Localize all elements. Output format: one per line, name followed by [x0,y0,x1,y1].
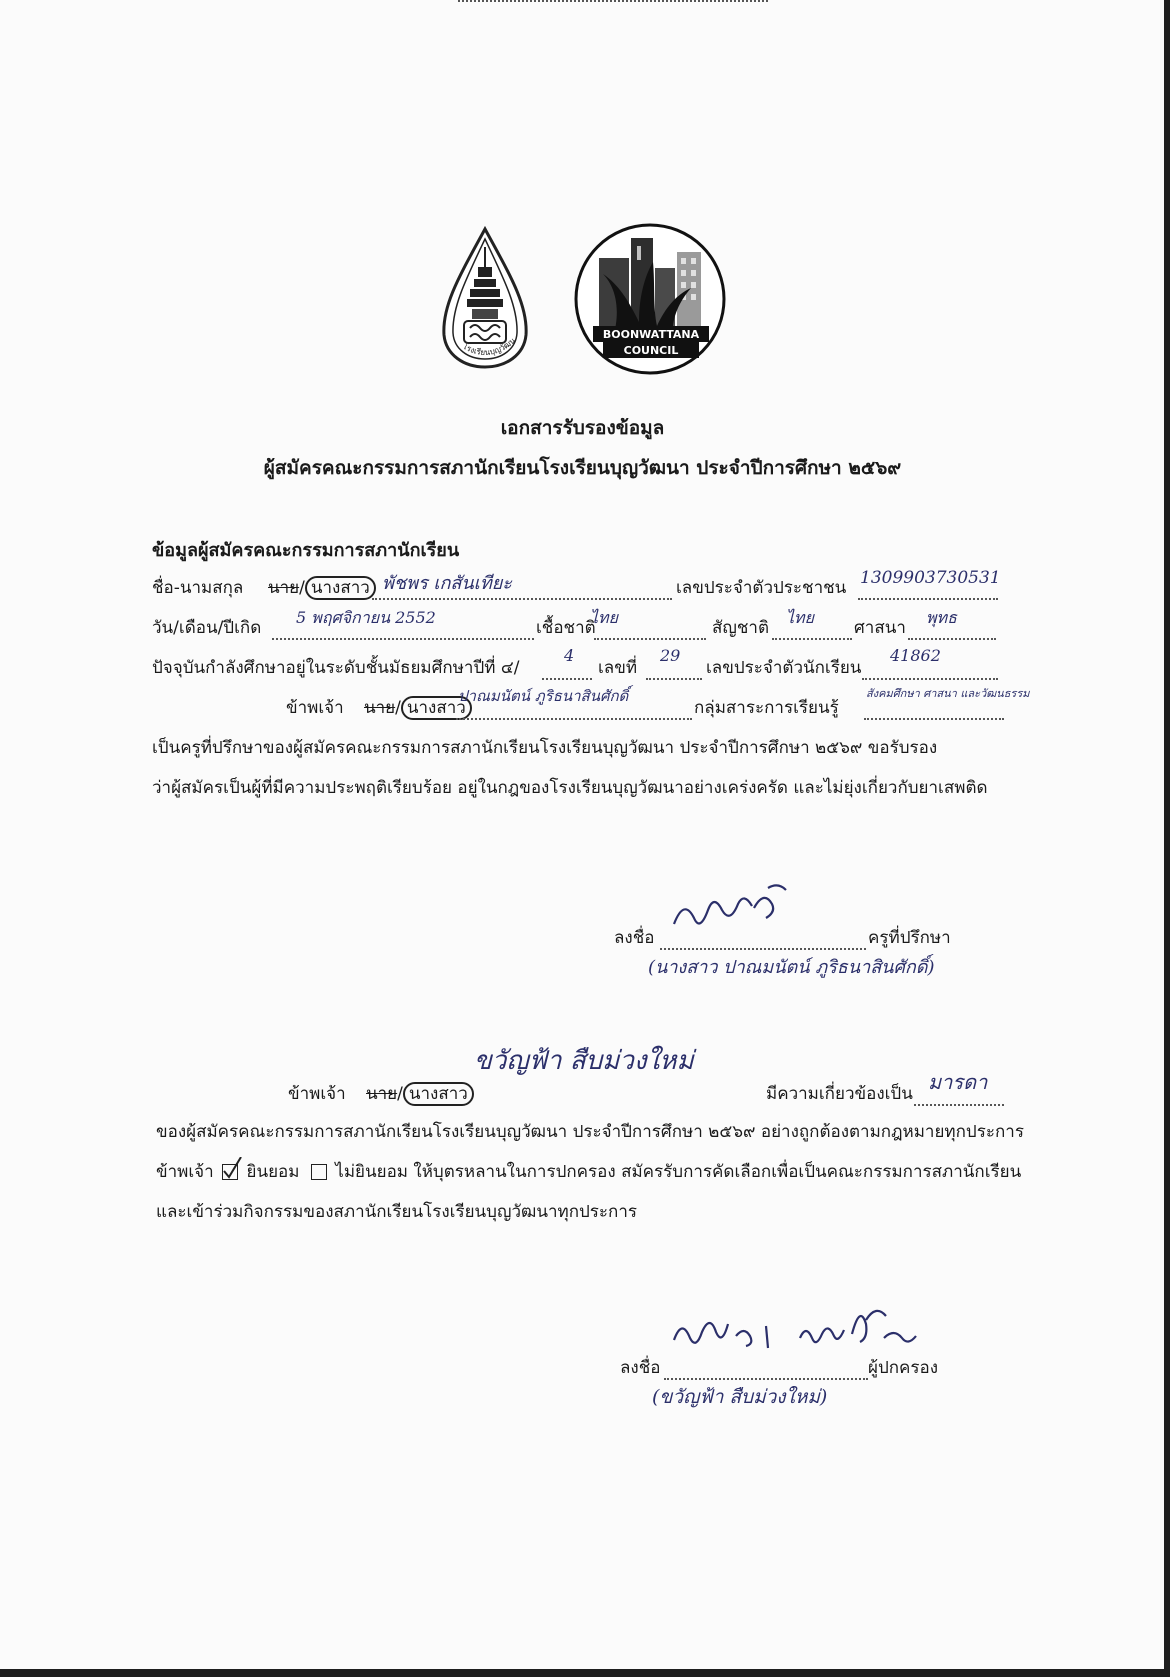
certification-line-2: ว่าผู้สมัครเป็นผู้ที่มีความประพฤติเรียบร้อย อยู่ในกฎของโรงเรียนบุญวัฒนาอย่างเคร่งครัด และไม่ยุ่งเกี่ยวกับยาเสพติด [152,778,988,798]
scan-edge-right [1164,0,1170,1677]
consent-no-label: ไม่ยินยอม [335,1162,409,1182]
teacher-title-miss: นางสาว [401,696,472,720]
guardian-role-label: ผู้ปกครอง [868,1358,939,1378]
student-id-label: เลขประจำตัวนักเรียน [706,658,862,678]
consent-yes-checkbox[interactable] [222,1164,238,1180]
title-mr-text: นาย [268,578,300,598]
school-logo [440,225,530,370]
name-value: พัชพร เกสันเทียะ [382,573,512,594]
ethnicity-label: เชื้อชาติ [536,618,596,638]
guardian-title-mr: นาย [366,1084,398,1104]
guardian-sign-label: ลงชื่อ [620,1358,661,1378]
guardian-title-option [366,1080,474,1107]
name-label: ชื่อ-นามสกุล [152,578,244,598]
teacher-dotted-line [456,718,692,720]
section-heading: ข้อมูลผู้สมัครคณะกรรมการสภานักเรียน [152,540,460,561]
svg-text:BOONWATTANA: BOONWATTANA [602,328,700,341]
teacher-name-value: ปาณมนัตน์ ภูริธนาสินศักดิ์ [458,687,629,705]
svg-text:COUNCIL: COUNCIL [623,344,679,357]
consent-yes-label: ยินยอม [246,1162,300,1182]
student-id-value: 41862 [890,646,941,665]
teacher-title-option [364,694,472,721]
title-mr-option [268,574,376,601]
guardian-line-3: และเข้าร่วมกิจกรรมของสภานักเรียนโรงเรียนบุญวัฒนาทุกประการ [156,1202,638,1222]
guardian-title-separator: / [397,1084,403,1104]
nationality-label: สัญชาติ [712,618,769,638]
relation-value: มารดา [928,1070,988,1094]
number-dotted-line [646,678,702,680]
id-label: เลขประจำตัวประชาชน [676,578,847,598]
religion-dotted-line [908,638,996,640]
document-subtitle: ผู้สมัครคณะกรรมการสภานักเรียนโรงเรียนบุญวัฒนา ประจำปีการศึกษา ๒๕๖๙ [263,457,902,479]
name-dotted-line [372,598,672,600]
consent-prefix: ข้าพเจ้า [156,1162,214,1182]
dept-value: สังคมศึกษา ศาสนา และวัฒนธรรม [866,687,1030,700]
religion-label: ศาสนา [854,618,906,638]
teacher-role-label: ครูที่ปรึกษา [868,928,951,948]
consent-no-checkbox[interactable] [311,1164,327,1180]
nationality-dotted-line [772,638,852,640]
guardian-prefix: ข้าพเจ้า [288,1084,346,1104]
teacher-printed-name: (นางสาว ปาณมนัตน์ ภูริธนาสินศักดิ์) [648,957,935,978]
teacher-sign-label: ลงชื่อ [614,928,655,948]
teacher-title-mr: นาย [364,698,396,718]
dept-dotted-line [864,718,1004,720]
nationality-value: ไทย [786,608,814,627]
dob-value: 5 พฤศจิกายน 2552 [296,608,436,627]
id-value: 1309903730531 [860,568,1001,588]
guardian-dotted-line [458,0,768,2]
teacher-prefix: ข้าพเจ้า [286,698,344,718]
certification-line-1: เป็นครูที่ปรึกษาของผู้สมัครคณะกรรมการสภานักเรียนโรงเรียนบุญวัฒนา ประจำปีการศึกษา ๒๕๖๙ ขอรับรอง [152,738,938,758]
class-dotted-line [542,678,592,680]
guardian-name-value: ขวัญฟ้า สืบม่วงใหม่ [474,1046,694,1076]
title-separator: / [299,578,305,598]
ethnicity-value: ไทย [590,608,618,627]
relation-dotted-line [914,1104,1004,1106]
consent-line [156,1158,1021,1185]
guardian-line-1: ของผู้สมัครคณะกรรมการสภานักเรียนโรงเรียนบุญวัฒนา ประจำปีการศึกษา ๒๕๖๙ อย่างถูกต้องตามกฎหมายทุกประการ [156,1122,1024,1142]
dept-label: กลุ่มสาระการเรียนรู้ [694,698,839,718]
teacher-title-separator: / [395,698,401,718]
student-id-dotted-line [862,678,998,680]
ethnicity-dotted-line [594,638,706,640]
class-value: 4 [564,646,575,665]
number-label: เลขที่ [598,658,638,678]
guardian-title-miss: นางสาว [403,1082,474,1106]
teacher-signature [668,880,798,944]
number-value: 29 [660,646,681,665]
council-logo [573,222,728,377]
svg-text:โรงเรียนบุญวัฒนา: โรงเรียนบุญวัฒน [461,336,518,358]
guardian-sign-dotted-line [664,1378,868,1380]
document-title: เอกสารรับรองข้อมูล [500,417,665,439]
teacher-sign-dotted-line [660,948,866,950]
scan-edge-bottom [0,1669,1170,1677]
religion-value: พุทธ [926,608,957,627]
id-dotted-line [858,598,998,600]
guardian-printed-name: (ขวัญฟ้า สืบม่วงใหม่) [652,1386,828,1408]
dob-dotted-line [272,638,534,640]
relation-label: มีความเกี่ยวข้องเป็น [766,1084,913,1104]
title-miss-text: นางสาว [305,576,376,600]
study-label: ปัจจุบันกำลังศึกษาอยู่ในระดับชั้นมัธยมศึกษาปีที่ ๔/ [152,658,520,678]
consent-rest: ให้บุตรหลานในการปกครอง สมัครรับการคัดเลือกเพื่อเป็นคณะกรรมการสภานักเรียน [413,1162,1022,1182]
dob-label: วัน/เดือน/ปีเกิด [152,618,262,638]
